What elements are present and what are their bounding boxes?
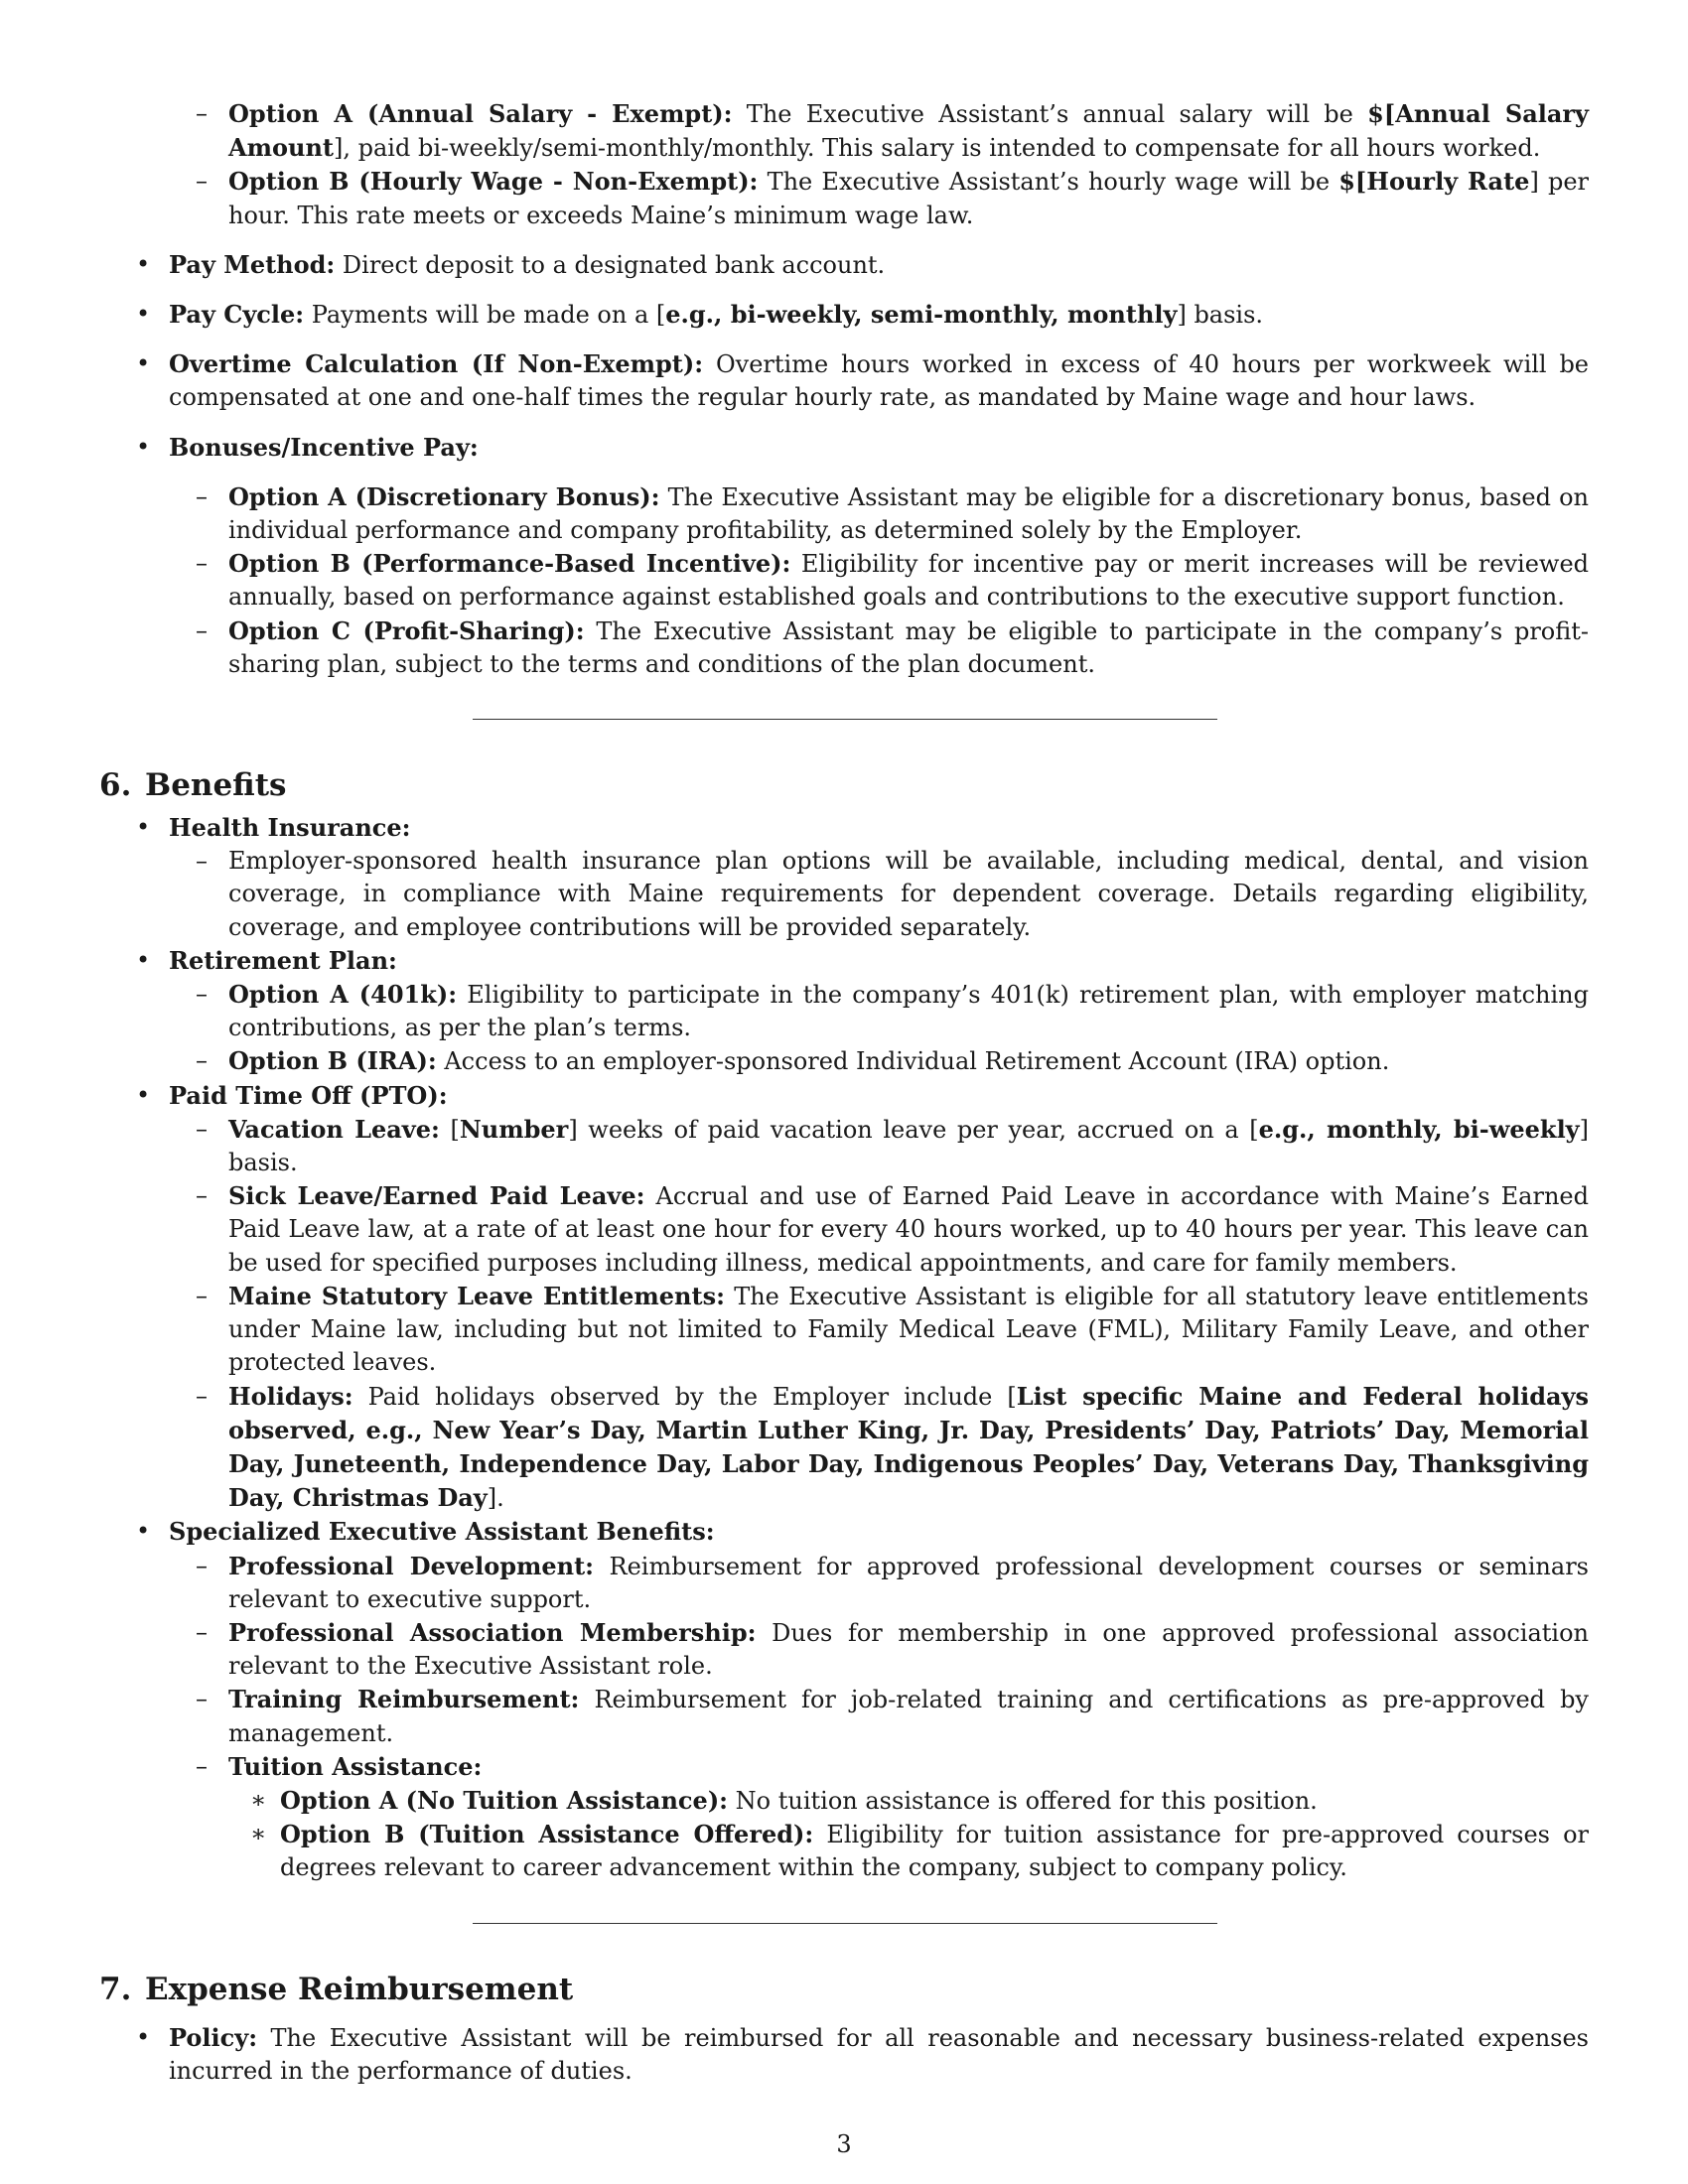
bonus-item [99,431,1589,465]
retirement-options-list [99,978,1589,1079]
item-text: Payments will be made on a [ [304,301,666,330]
policy-item [99,2021,1589,2088]
option-label: Option A (No Tuition Assistance): [280,1785,729,1815]
list-item [99,1113,1589,1179]
placeholder-text: $[Hourly Rate [1338,167,1530,197]
option-text: Eligibility for incentive pay or merit increases will be reviewed annually, based on performance against established goals and contributions to the executive support function. [228,550,1590,612]
option-text: The Executive Assistant’s hourly wage will be [758,168,1339,197]
option-label: Option A (401k): [228,980,458,1010]
pto-item [99,1079,1589,1113]
pay-cycle-item [99,298,1589,332]
pay-method-item [99,248,1589,282]
option-label: Professional Association Membership: [228,1617,757,1647]
item-text: ]. [487,1484,504,1513]
compensation-list [99,248,1589,465]
list-item [99,1818,1589,1884]
health-insurance-item [99,811,1589,845]
tuition-options-list [99,1784,1589,1885]
placeholder-text: e.g., bi-weekly, semi-monthly, monthly [665,300,1178,330]
item-text: ] weeks of paid vacation leave per year, accrued on a [ [568,1115,1259,1144]
section-number: 6. [99,767,132,804]
list-item [99,1784,1589,1818]
section-heading-expense [99,1970,1589,2009]
benefits-list [99,811,1589,845]
list-item [99,480,1589,547]
item-text: Overtime hours worked in excess of 40 hours per workweek will be compensated at one and one-half times the regular hourly rate, as mandated by Maine wage and hour laws. [169,350,1590,412]
page-number: 3 [836,2130,852,2158]
option-text: ] per hour. This rate meets or exceeds Maine’s minimum wage law. [228,168,1590,229]
benefits-list [99,1515,1589,1549]
item-text: The Executive Assistant is eligible for all statutory leave entitlements under Maine law, including but not limited to Family Medical Leave (FML), Military Family Leave, and other protected leaves. [228,1282,1589,1377]
option-text: Eligibility for tuition assistance for pre-approved courses or degrees relevant to career advancement within the company, subject to company policy. [280,1821,1589,1882]
list-item [99,1044,1589,1078]
option-label: Option A (Annual Salary - Exempt): [228,99,733,128]
item-label: Overtime Calculation (If Non-Exempt): [169,349,704,379]
item-text: ] basis. [1177,301,1264,330]
specialized-list [99,1550,1589,1784]
option-text: The Executive Assistant may be eligible to participate in the company’s profit-sharing plan, subject to the terms and conditions of the plan document. [228,616,1589,678]
section-heading-benefits [99,765,1589,805]
list-item [99,165,1589,231]
placeholder-text: e.g., monthly, bi-weekly [1258,1114,1580,1144]
placeholder-text: Number [459,1114,569,1144]
option-label: Training Reimbursement: [228,1685,580,1714]
item-text: ] basis. [228,1115,1590,1177]
page-content [99,97,1589,2088]
option-label: Option B (Performance-Based Incentive): [228,549,791,579]
list-item [99,1280,1589,1380]
benefits-list [99,1079,1589,1113]
pto-list [99,1113,1589,1515]
option-label: Option B (Hourly Wage - Non-Exempt): [228,167,759,197]
list-item [99,1179,1589,1280]
option-text: The Executive Assistant may be eligible for a discretionary bonus, based on individual performance and company profitability, as determined solely by the Employer. [228,482,1590,545]
section-number: 7. [99,1971,132,2007]
option-label: Maine Statutory Leave Entitlements: [228,1281,725,1310]
option-label: Option C (Profit-Sharing): [228,615,585,645]
expense-list [99,2021,1589,2088]
item-label: Retirement Plan: [169,945,397,975]
option-label: Professional Development: [228,1551,595,1580]
retirement-item [99,944,1589,978]
list-item [99,1683,1589,1749]
item-label: Bonuses/Incentive Pay: [169,432,479,462]
item-text: Accrual and use of Earned Paid Leave in accordance with Maine’s Earned Paid Leave law, at a rate of at least one hour for every 40 hours worked, up to 40 hours per year. This leave can be used for specified purposes including illness, medical appointments, and care for family members. [228,1182,1589,1277]
option-label: Option A (Discretionary Bonus): [228,481,660,511]
specialized-benefits-item [99,1515,1589,1549]
bonus-options-list [99,480,1589,681]
list-item [99,978,1589,1044]
list-item [99,845,1589,944]
option-label: Option B (Tuition Assistance Offered): [280,1820,814,1849]
item-text: Dues for membership in one approved professional association relevant to the Executive Assistant role. [228,1618,1589,1681]
list-item [99,547,1589,614]
list-item [99,1380,1589,1516]
placeholder-text: List specific Maine and Federal holidays observed, e.g., New Year’s Day, Martin Luther King, Jr. Day, Presidents’ Day, Patriots’ Day, Memorial Day, Juneteenth, Independence Day, Labor Day, Indigenous Peoples’ Day, Veterans Day, Thanksgiving Day, Christmas Day [228,1381,1589,1513]
option-text: Access to an employer-sponsored Individual Retirement Account (IRA) option. [436,1047,1390,1076]
option-text: Eligibility to participate in the company’s 401(k) retirement plan, with employer matching contributions, as per the plan’s terms. [228,981,1589,1042]
item-label: Policy: [169,2022,258,2052]
placeholder-text: $[Annual Salary Amount [228,99,1590,163]
item-text: Employer-sponsored health insurance plan options will be available, including medical, dental, and vision coverage, in compliance with Maine requirements for dependent coverage. Details regarding eligibility, coverage, and employee contributions will be provided separately. [228,847,1589,941]
benefits-list [99,944,1589,978]
item-text: Paid holidays observed by the Employer include [ [352,1382,1017,1411]
item-text: Reimbursement for approved professional development courses or seminars relevant to executive support. [228,1552,1589,1613]
item-text: The Executive Assistant will be reimbursed for all reasonable and necessary business-related expenses incurred in the performance of duties. [169,2023,1589,2085]
list-item [99,1750,1589,1784]
item-label: Pay Cycle: [169,300,305,330]
item-label: Specialized Executive Assistant Benefits: [169,1517,715,1547]
option-label: Tuition Assistance: [228,1751,483,1781]
section-divider [473,719,1217,720]
option-text: No tuition assistance is offered for this position. [728,1786,1318,1815]
option-label: Vacation Leave: [228,1114,440,1144]
section-divider [473,1923,1217,1924]
option-text: The Executive Assistant’s annual salary will be [732,100,1368,128]
item-text: Direct deposit to a designated bank account. [335,250,886,279]
option-label: Sick Leave/Earned Paid Leave: [228,1181,645,1211]
item-label: Health Insurance: [169,813,411,843]
list-item [99,97,1589,165]
list-item [99,1550,1589,1616]
item-label: Pay Method: [169,249,336,279]
item-text: Reimbursement for job-related training and certifications as pre-approved by management. [228,1686,1589,1747]
section-title: Expense Reimbursement [145,1971,574,2007]
option-text: ], paid bi-weekly/semi-monthly/monthly. This salary is intended to compensate for all hours worked. [334,134,1541,163]
option-label: Option B (IRA): [228,1046,437,1076]
salary-options-list [99,97,1589,232]
overtime-item [99,347,1589,414]
option-label: Holidays: [228,1381,353,1411]
item-label: Paid Time Off (PTO): [169,1080,448,1110]
health-list [99,845,1589,944]
list-item [99,1616,1589,1683]
item-text: [ [439,1115,460,1144]
section-title: Benefits [145,767,287,804]
list-item [99,614,1589,681]
